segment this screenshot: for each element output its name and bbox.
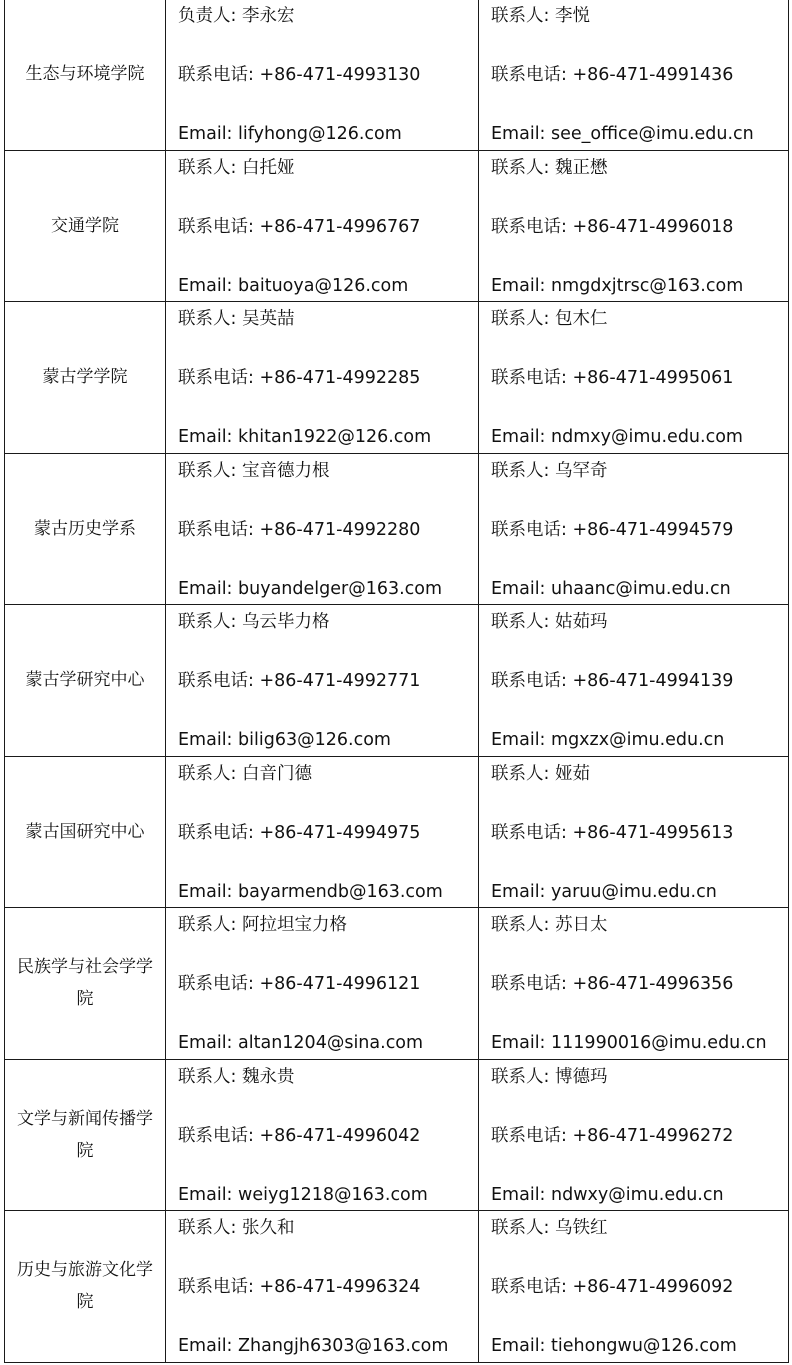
contact-name: 包木仁	[554, 309, 608, 329]
email-line	[491, 881, 717, 903]
leader-contact-cell	[166, 908, 479, 1060]
email-label: Email:	[178, 1336, 233, 1356]
email-line	[178, 123, 402, 145]
email-line	[491, 1184, 724, 1206]
phone-number: +86-471-4996272	[572, 1125, 734, 1146]
email-line	[178, 426, 431, 448]
phone-number: +86-471-4995613	[572, 822, 734, 843]
office-contact-cell	[479, 302, 789, 454]
phone-number: +86-471-4992771	[259, 671, 421, 691]
phone-label: 联系电话:	[491, 822, 567, 843]
contact-name-line	[491, 5, 590, 27]
contact-name-line	[178, 763, 312, 785]
phone-number: +86-471-4996042	[259, 1125, 421, 1146]
dept-name: 蒙古国研究中心	[25, 821, 145, 842]
email-line	[491, 1032, 767, 1054]
email-address[interactable]: Zhangjh6303@163.com	[238, 1336, 449, 1356]
role-label: 负责人:	[178, 6, 237, 26]
phone-label: 联系电话:	[178, 368, 254, 388]
phone-line	[178, 367, 420, 389]
email-label: Email:	[178, 1033, 233, 1053]
email-address[interactable]: buyandelger@163.com	[238, 578, 443, 599]
leader-contact-cell	[166, 1211, 479, 1363]
email-address[interactable]: altan1204@sina.com	[238, 1033, 424, 1053]
role-label: 联系人:	[178, 157, 237, 178]
email-line	[178, 275, 408, 297]
contact-name-line	[178, 460, 329, 482]
role-label: 联系人:	[491, 460, 550, 481]
phone-number: +86-471-4996356	[572, 974, 734, 994]
contact-name-line	[178, 611, 329, 633]
phone-label: 联系电话:	[491, 974, 567, 994]
contact-name-line	[178, 308, 294, 330]
contact-name: 魏正懋	[554, 157, 608, 178]
email-line	[491, 426, 743, 448]
dept-cell	[5, 605, 166, 757]
contact-name-line	[491, 157, 607, 179]
contacts-table	[4, 0, 789, 1363]
email-address[interactable]: bayarmendb@163.com	[238, 881, 443, 902]
email-line	[178, 729, 391, 751]
email-label: Email:	[491, 1184, 546, 1205]
role-label: 联系人:	[491, 763, 550, 784]
role-label: 联系人:	[178, 460, 237, 481]
email-label: Email:	[491, 578, 546, 599]
email-label: Email:	[491, 1336, 546, 1356]
phone-number: +86-471-4991436	[572, 65, 734, 85]
phone-line	[491, 1276, 733, 1298]
leader-contact-cell	[166, 605, 479, 757]
phone-number: +86-471-4996324	[259, 1277, 421, 1297]
phone-line	[178, 670, 420, 692]
contact-name: 白音门德	[241, 763, 312, 784]
contact-name: 张久和	[241, 1218, 295, 1238]
dept-cell	[5, 908, 166, 1060]
contact-name: 李悦	[554, 6, 590, 26]
role-label: 联系人:	[178, 612, 237, 632]
contact-name-line	[178, 1066, 294, 1088]
phone-line	[491, 64, 733, 86]
role-label: 联系人:	[178, 763, 237, 784]
office-contact-cell	[479, 150, 789, 302]
email-label: Email:	[491, 1033, 546, 1053]
email-label: Email:	[178, 124, 233, 144]
phone-number: +86-471-4992280	[259, 519, 421, 540]
email-label: Email:	[178, 881, 233, 902]
email-line	[178, 1032, 423, 1054]
dept-name: 蒙古学研究中心	[25, 670, 145, 691]
email-address[interactable]: baituoya@126.com	[238, 275, 409, 296]
email-line	[491, 123, 754, 145]
office-contact-cell	[479, 0, 789, 150]
role-label: 联系人:	[491, 1066, 550, 1087]
email-label: Email:	[178, 730, 233, 750]
email-line	[491, 578, 731, 600]
email-address[interactable]: ndmxy@imu.edu.com	[551, 427, 743, 447]
contact-name-line	[491, 611, 607, 633]
phone-line	[491, 670, 733, 692]
phone-label: 联系电话:	[178, 65, 254, 85]
email-label: Email:	[491, 124, 546, 144]
contact-name: 乌铁红	[554, 1218, 608, 1238]
email-address[interactable]: ndwxy@imu.edu.cn	[551, 1184, 724, 1205]
phone-label: 联系电话:	[491, 1125, 567, 1146]
role-label: 联系人:	[178, 1066, 237, 1087]
phone-number: +86-471-4996018	[572, 216, 734, 237]
role-label: 联系人:	[491, 612, 550, 632]
contact-name-line	[491, 308, 607, 330]
role-label: 联系人:	[178, 1218, 237, 1238]
phone-line	[178, 1125, 420, 1147]
contact-name-line	[178, 5, 294, 27]
dept-cell	[5, 302, 166, 454]
email-address[interactable]: see_office@imu.edu.cn	[551, 124, 754, 144]
email-address[interactable]: tiehongwu@126.com	[551, 1336, 737, 1356]
dept-name: 蒙古历史学系	[34, 518, 136, 539]
leader-contact-cell	[166, 453, 479, 605]
email-label: Email:	[178, 427, 233, 447]
contact-name: 乌罕奇	[554, 460, 608, 481]
phone-line	[178, 216, 420, 238]
phone-number: +86-471-4995061	[572, 368, 734, 388]
contact-name-line	[178, 157, 294, 179]
phone-number: +86-471-4996121	[259, 974, 421, 994]
office-contact-cell	[479, 453, 789, 605]
role-label: 联系人:	[178, 309, 237, 329]
phone-number: +86-471-4994975	[259, 822, 421, 843]
email-address[interactable]: lifyhong@126.com	[238, 124, 402, 144]
contact-name: 姑茹玛	[554, 612, 608, 632]
phone-line	[178, 973, 420, 995]
email-line	[491, 275, 743, 297]
contact-name: 宝音德力根	[241, 460, 330, 481]
table-row	[5, 453, 789, 605]
email-line	[178, 1184, 428, 1206]
email-label: Email:	[178, 275, 233, 296]
phone-label: 联系电话:	[491, 65, 567, 85]
role-label: 联系人:	[491, 1218, 550, 1238]
email-line	[178, 881, 443, 903]
table-row	[5, 756, 789, 908]
dept-name: 民族学与社会学学院	[17, 957, 153, 1010]
dept-cell	[5, 756, 166, 908]
phone-number: +86-471-4996092	[572, 1277, 734, 1297]
table-row	[5, 1211, 789, 1363]
contact-name: 李永宏	[241, 6, 295, 26]
contact-name: 苏日太	[554, 915, 608, 935]
email-line	[178, 1335, 448, 1357]
office-contact-cell	[479, 756, 789, 908]
table-row	[5, 1059, 789, 1211]
phone-number: +86-471-4993130	[259, 65, 421, 85]
email-label: Email:	[491, 275, 546, 296]
email-label: Email:	[178, 578, 233, 599]
office-contact-cell	[479, 1059, 789, 1211]
email-label: Email:	[491, 427, 546, 447]
dept-name: 文学与新闻传播学院	[17, 1108, 153, 1161]
contact-name-line	[491, 460, 607, 482]
phone-number: +86-471-4994579	[572, 519, 734, 540]
email-address[interactable]: 111990016@imu.edu.cn	[551, 1033, 767, 1053]
role-label: 联系人:	[178, 915, 237, 935]
email-address[interactable]: uhaanc@imu.edu.cn	[551, 578, 731, 599]
contact-name: 娅茹	[554, 763, 590, 784]
leader-contact-cell	[166, 302, 479, 454]
phone-label: 联系电话:	[491, 671, 567, 691]
email-address[interactable]: yaruu@imu.edu.cn	[551, 881, 717, 902]
phone-label: 联系电话:	[178, 216, 254, 237]
dept-cell	[5, 1211, 166, 1363]
contact-name-line	[178, 1217, 294, 1239]
contacts-table-body	[5, 0, 789, 1362]
email-address[interactable]: nmgdxjtrsc@163.com	[551, 275, 744, 296]
table-row	[5, 302, 789, 454]
email-address[interactable]: mgxzx@imu.edu.cn	[551, 730, 725, 750]
dept-cell	[5, 150, 166, 302]
phone-line	[491, 1125, 733, 1147]
contact-name-line	[491, 914, 607, 936]
dept-cell	[5, 1059, 166, 1211]
phone-label: 联系电话:	[178, 1125, 254, 1146]
phone-label: 联系电话:	[491, 216, 567, 237]
contact-name: 吴英喆	[241, 309, 295, 329]
table-row	[5, 605, 789, 757]
email-line	[491, 1335, 737, 1357]
phone-line	[178, 64, 420, 86]
phone-line	[178, 822, 420, 844]
role-label: 联系人:	[491, 915, 550, 935]
role-label: 联系人:	[491, 157, 550, 178]
office-contact-cell	[479, 908, 789, 1060]
role-label: 联系人:	[491, 309, 550, 329]
email-address[interactable]: weiyg1218@163.com	[238, 1184, 428, 1205]
leader-contact-cell	[166, 756, 479, 908]
phone-line	[178, 519, 420, 541]
leader-contact-cell	[166, 0, 479, 150]
table-row	[5, 150, 789, 302]
phone-number: +86-471-4992285	[259, 368, 421, 388]
email-address[interactable]: bilig63@126.com	[238, 730, 391, 750]
phone-line	[491, 216, 733, 238]
phone-label: 联系电话:	[178, 974, 254, 994]
email-label: Email:	[491, 881, 546, 902]
phone-line	[491, 973, 733, 995]
phone-line	[491, 822, 733, 844]
contact-name: 白托娅	[241, 157, 295, 178]
table-row	[5, 908, 789, 1060]
table-row	[5, 0, 789, 150]
phone-label: 联系电话:	[491, 1277, 567, 1297]
contact-name-line	[178, 914, 347, 936]
phone-label: 联系电话:	[491, 368, 567, 388]
email-line	[491, 729, 724, 751]
phone-label: 联系电话:	[178, 519, 254, 540]
phone-line	[491, 519, 733, 541]
phone-line	[491, 367, 733, 389]
contact-name: 博德玛	[554, 1066, 608, 1087]
dept-name: 交通学院	[51, 215, 119, 236]
role-label: 联系人:	[491, 6, 550, 26]
email-label: Email:	[491, 730, 546, 750]
contact-name-line	[491, 1217, 607, 1239]
phone-label: 联系电话:	[178, 822, 254, 843]
phone-label: 联系电话:	[178, 671, 254, 691]
contact-name: 乌云毕力格	[241, 612, 330, 632]
dept-name: 历史与旅游文化学院	[17, 1260, 153, 1313]
email-label: Email:	[178, 1184, 233, 1205]
phone-number: +86-471-4996767	[259, 216, 421, 237]
dept-name: 蒙古学学院	[42, 367, 128, 388]
contact-name: 阿拉坦宝力格	[241, 915, 347, 935]
leader-contact-cell	[166, 150, 479, 302]
phone-line	[178, 1276, 420, 1298]
dept-cell	[5, 0, 166, 150]
email-line	[178, 578, 442, 600]
office-contact-cell	[479, 1211, 789, 1363]
dept-name: 生态与环境学院	[25, 64, 145, 85]
leader-contact-cell	[166, 1059, 479, 1211]
phone-number: +86-471-4994139	[572, 671, 734, 691]
contact-name: 魏永贵	[241, 1066, 295, 1087]
phone-label: 联系电话:	[491, 519, 567, 540]
dept-cell	[5, 453, 166, 605]
phone-label: 联系电话:	[178, 1277, 254, 1297]
contact-name-line	[491, 763, 590, 785]
contact-name-line	[491, 1066, 607, 1088]
email-address[interactable]: khitan1922@126.com	[238, 427, 432, 447]
office-contact-cell	[479, 605, 789, 757]
